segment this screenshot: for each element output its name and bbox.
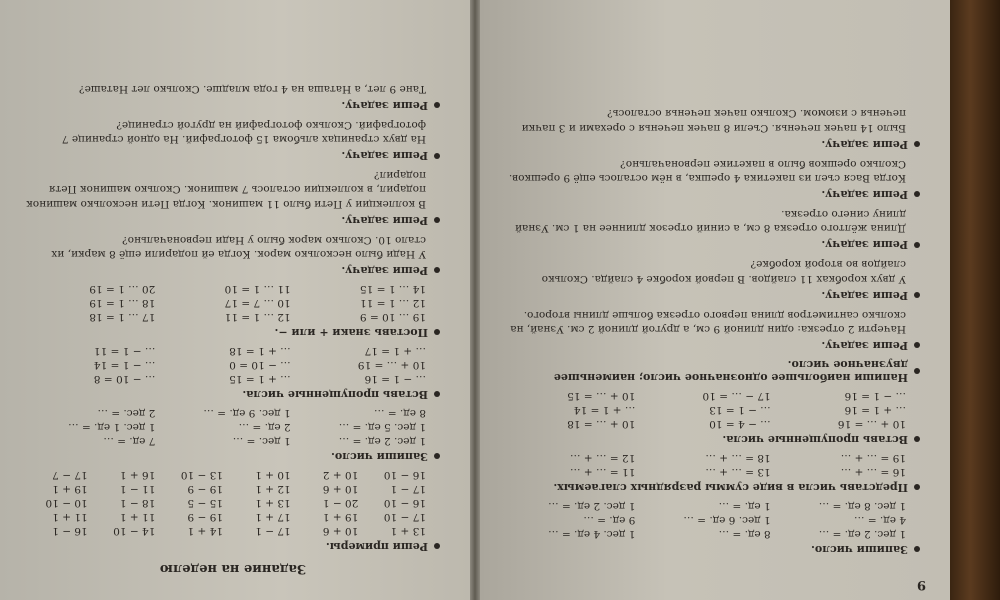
signs-grid — [26, 283, 426, 323]
exercise-cell: … − 1 = 14 — [93, 359, 156, 371]
exercise-cell: 1 дес. 4 ед. = … — [548, 528, 636, 540]
exercise-cell: 9 ед. = … — [583, 514, 636, 526]
exercise-cell: 10 + … = 19 — [357, 359, 426, 371]
bullet-icon — [434, 454, 440, 460]
exercise-cell: 19 − 9 — [187, 511, 223, 523]
bullet-icon — [914, 485, 920, 491]
exercise-cell: 16 − 1 — [52, 525, 88, 537]
exercise-cell: 1 дес. 1 ед. = … — [68, 421, 156, 433]
bullet-icon — [434, 392, 440, 398]
task-block — [26, 345, 440, 401]
exercise-cell: 11 + 1 — [119, 511, 156, 523]
exercise-cell: 16 = … + … — [840, 466, 906, 478]
task-heading: Реши примеры. — [26, 540, 440, 553]
task-heading: Реши задачу. — [26, 99, 440, 112]
exercise-cell: 2 ед. = … — [238, 421, 291, 433]
task-heading: Реши задачу. — [26, 149, 440, 162]
sum-grid — [506, 452, 906, 478]
bullet-icon — [914, 191, 920, 197]
exercise-cell: … − 4 = 10 — [709, 418, 771, 430]
task-heading: Реши задачу. — [506, 138, 920, 151]
problem-text: Начерти 2 отрезка: один длиной 9 см, а другой длиной 2 см. Узнай, на сколько сантиметров длина первого отрезка больше длины второго. — [510, 308, 906, 335]
problem-text: В коллекции у Пети было 11 машинок. Когда Пети несколько машинок подарил, в коллекции осталось 7 машинок. Сколько машинок Петя подарил? — [26, 169, 426, 210]
exercise-cell: 11 … 1 = 10 — [224, 283, 291, 295]
task-block — [26, 283, 440, 339]
exercise-cell: 7 ед. = … — [103, 435, 156, 447]
task-heading: Вставь пропущенные числа. — [26, 388, 440, 401]
task-block — [26, 407, 440, 463]
exercise-cell: … + 1 = 14 — [573, 404, 636, 416]
exercise-cell: 18 − 1 — [119, 497, 156, 509]
numbers-grid — [26, 407, 426, 447]
exercise-cell: 2 дес. = … — [97, 407, 156, 419]
problem-text: У двух коробках 11 слайдов. В первой коробке 4 слайда. Сколько слайдов во второй коробке? — [541, 258, 906, 285]
exercise-cell: 1 дес. 2 ед. = … — [548, 500, 636, 512]
task-heading: Представь числа в виде суммы разрядных слагаемых. — [506, 481, 920, 494]
exercise-cell: 19 = … + … — [840, 452, 906, 464]
problem-text: На двух страницах альбома 15 фотографий. На одной странице 7 фотографий. Сколько фотографий на другой странице? — [61, 118, 426, 146]
exercise-cell: 10 + … = 18 — [567, 418, 636, 430]
task-heading: Реши задачу. — [506, 188, 920, 201]
exercise-cell: 10 + … = 16 — [837, 418, 906, 430]
exercise-cell: 1 дес. 2 ед. = … — [818, 528, 906, 540]
exercise-cell: 17 − 1 — [255, 525, 291, 537]
exercise-cell: 19 + 1 — [322, 511, 359, 523]
bullet-icon — [914, 368, 920, 374]
exercise-cell: 20 … 1 = 19 — [89, 283, 156, 295]
task-heading: Запиши число. — [506, 543, 920, 556]
exercise-cell: 17 − 7 — [52, 469, 88, 481]
exercise-cell: 1 дес. 8 ед. = … — [818, 500, 906, 512]
task-heading: Реши задачу. — [506, 238, 920, 251]
problem-text: Когда Вася съел из пакетика 4 орешка, в нём осталось ещё 9 орешков. Сколько орешков было в пакетике первоначально? — [508, 157, 906, 184]
word-problems — [506, 106, 920, 352]
left-page — [0, 0, 470, 600]
exercise-cell: 1 дес. 2 ед. = … — [338, 435, 426, 447]
page-title: Задание на неделю — [159, 561, 307, 576]
left-page-content — [0, 0, 470, 600]
exercise-cell: … − 10 = 8 — [93, 373, 156, 385]
exercise-cell: 18 = … + … — [705, 452, 771, 464]
exercise-cell: 10 + 6 — [322, 483, 359, 495]
exercise-cell: 14 − 10 — [113, 525, 156, 537]
exercise-cell: 12 … 1 = 11 — [359, 297, 426, 309]
task-heading: Реши задачу. — [26, 264, 440, 277]
bullet-icon — [914, 141, 920, 147]
exercise-cell: 10 + 1 — [255, 469, 291, 481]
book-gutter — [470, 0, 480, 600]
bullet-icon — [914, 547, 920, 553]
bullet-icon — [914, 437, 920, 443]
examples-grid — [26, 469, 426, 537]
bullet-icon — [434, 330, 440, 336]
exercise-cell: 16 − 10 — [383, 469, 426, 481]
exercise-cell: 8 ед. = … — [373, 407, 426, 419]
exercise-cell: 13 + 1 — [390, 525, 426, 537]
exercise-cell: 16 − 10 — [383, 497, 426, 509]
exercise-cell: … + 1 = 16 — [844, 404, 906, 416]
task-block — [26, 469, 440, 553]
exercise-cell: … − 1 = 11 — [93, 345, 156, 357]
exercise-cell: 1 дес. = … — [232, 435, 291, 447]
exercise-cell: … − 1 = 16 — [844, 390, 906, 402]
problem-text: Длина жёлтого отрезка 8 см, а синий отрезок длиннее на 1 см. Узнай длину синего отрезка. — [515, 208, 906, 235]
exercise-cell: 10 − 10 — [45, 497, 88, 509]
bullet-icon — [434, 544, 440, 550]
exercise-cell: 17 − 1 — [390, 483, 426, 495]
exercise-cell: 1 дес. 6 ед. = … — [683, 514, 771, 526]
exercise-cell: … + 1 = 17 — [364, 345, 426, 357]
exercise-cell: 17 … 1 = 18 — [89, 311, 156, 323]
right-page — [480, 0, 950, 600]
exercise-cell: 15 − 5 — [187, 497, 223, 509]
task-heading: Реши задачу. — [506, 289, 920, 302]
exercise-cell: 17 − 10 — [383, 511, 426, 523]
problem-text: Было 14 пачек печенья. Съели 8 пачек печенья с орехами и 3 пачки печенья с изюмом. Сколько пачек печенья осталось? — [521, 107, 906, 134]
exercise-cell: 14 + 1 — [187, 525, 223, 537]
exercise-cell: 13 − 10 — [180, 469, 223, 481]
exercise-cell: 19 … 10 = 9 — [359, 311, 426, 323]
task-block — [506, 452, 920, 494]
bullet-icon — [434, 268, 440, 274]
bullet-icon — [914, 242, 920, 248]
exercise-cell: 10 … 7 = 17 — [224, 297, 291, 309]
task-heading: Реши задачу. — [506, 339, 920, 352]
task-heading: Напиши наибольшее однозначное число; наименьшее двузначное число. — [506, 358, 920, 384]
exercise-cell: 14 … 1 = 15 — [359, 283, 426, 295]
exercise-cell: 19 + 1 — [52, 483, 88, 495]
task-block — [506, 390, 920, 446]
exercise-cell: … − 1 = 16 — [364, 373, 426, 385]
bullet-icon — [914, 343, 920, 349]
bullet-icon — [914, 292, 920, 298]
exercise-cell: … − 10 = 0 — [229, 359, 291, 371]
missing-numbers-grid — [506, 390, 906, 430]
page-number: 9 — [916, 577, 926, 592]
exercise-cell: 17 − … = 10 — [702, 390, 771, 402]
task-heading: Вставь пропущенные числа. — [506, 433, 920, 446]
exercise-cell: 8 ед. = … — [718, 528, 771, 540]
exercise-cell: 13 + 1 — [255, 497, 291, 509]
exercise-cell: 12 = … + … — [570, 452, 636, 464]
exercise-cell: 20 − 1 — [322, 497, 359, 509]
exercise-cell: 10 + 2 — [322, 469, 359, 481]
exercise-cell: … − 1 = 13 — [709, 404, 771, 416]
exercise-cell: … + 1 = 18 — [229, 345, 291, 357]
bullet-icon — [434, 153, 440, 159]
problem-text: У Нади было несколько марок. Когда ей подарили ещё 8 марки, их стало 10. Сколько марок было у Нади первоначально? — [51, 233, 426, 260]
task-block — [506, 358, 920, 384]
exercise-cell: 16 + 1 — [119, 469, 156, 481]
exercise-cell: 10 + … = 15 — [567, 390, 636, 402]
missing-numbers-grid — [26, 345, 426, 385]
exercise-cell: 17 + 1 — [255, 511, 291, 523]
problem-text: Тане 9 лет, а Наташа на 4 года младше. Сколько лет Наташе? — [78, 82, 426, 95]
bullet-icon — [434, 102, 440, 108]
task-heading: Запиши число. — [26, 450, 440, 463]
exercise-cell: 19 − 9 — [187, 483, 223, 495]
task-heading: Реши задачу. — [26, 214, 440, 227]
exercise-cell: … + 1 = 15 — [229, 373, 291, 385]
exercise-cell: 11 − 1 — [119, 483, 156, 495]
exercise-cell: 12 + 1 — [255, 483, 291, 495]
word-problems — [26, 82, 440, 277]
window-frame — [950, 0, 1000, 600]
exercise-cell: 4 ед. = … — [853, 514, 906, 526]
exercise-cell: 1 дес. 5 ед. = … — [338, 421, 426, 433]
bullet-icon — [434, 217, 440, 223]
exercise-cell: 1 ед. = … — [718, 500, 771, 512]
exercise-cell: 13 = … + … — [705, 466, 771, 478]
exercise-cell: 1 дес. 9 ед. = … — [203, 407, 291, 419]
task-heading: Поставь знаки + или −. — [26, 326, 440, 339]
task-block — [506, 500, 920, 556]
exercise-cell: 12 … 1 = 11 — [224, 311, 291, 323]
exercise-cell: 18 … 1 = 19 — [89, 297, 156, 309]
numbers-grid — [506, 500, 906, 540]
exercise-cell: 10 + 6 — [322, 525, 359, 537]
exercise-cell: 11 = … + … — [570, 466, 636, 478]
exercise-cell: 11 + 1 — [52, 511, 88, 523]
right-page-content — [480, 0, 950, 600]
